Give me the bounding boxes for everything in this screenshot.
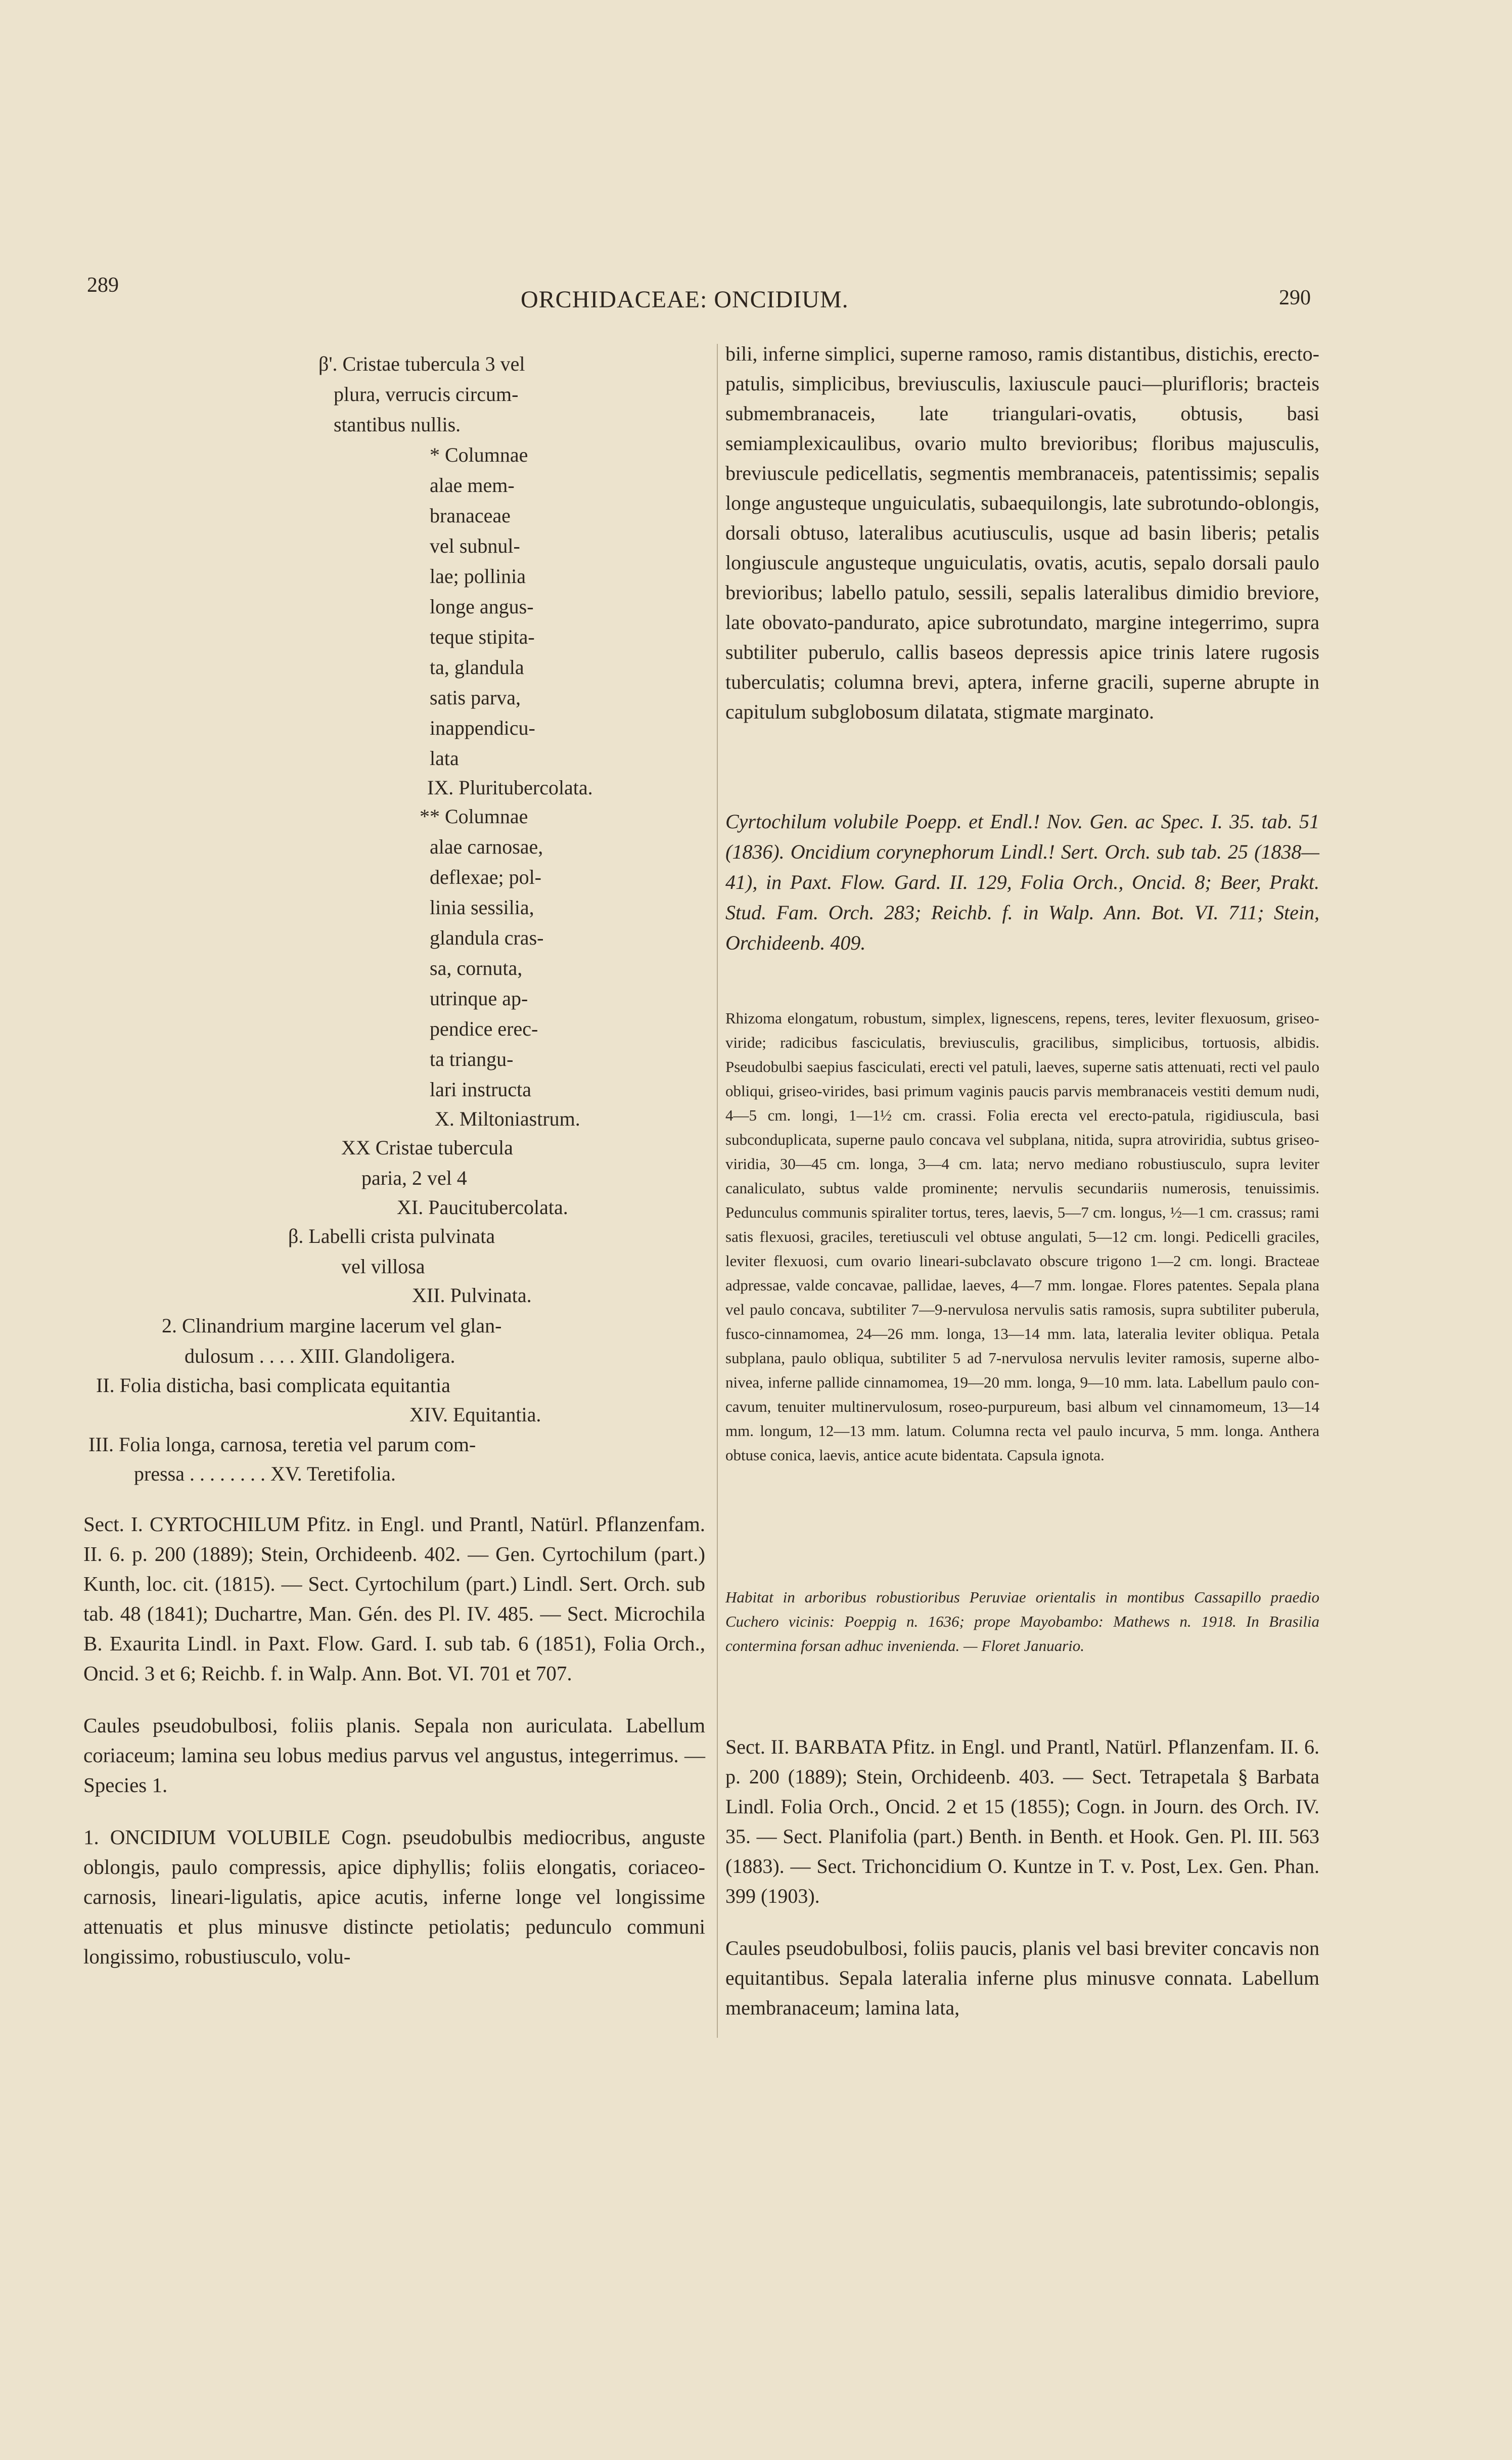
key-line: III. Folia longa, carnosa, teretia vel parum com-: [88, 1433, 476, 1456]
key-line: XII. Pulvinata.: [412, 1284, 532, 1307]
key-line: β. Labelli crista pulvinata: [288, 1225, 495, 1247]
species-description-continued: bili, inferne simplici, superne ramoso, ramis distantibus, distichis, erecto-patulis, simplicibus, breviusculis, laxiuscule pauci—plurifloris; bracteis submembranaceis, late triangulari-ovatis, obtusis, basi semiamplexicaulibus, ovario multo brevioribus; floribus majusculis, breviuscule pedicellatis, segmentis membranaceis, patentissimis; sepalis longe angusteque unguiculatis, subaequilongis, late subrotundo-oblongis, dorsali obtuso, lateralibus acutiusculis, usque ad basin liberis; petalis longiuscule angusteque unguiculatis, ovatis, acutis, sepalo dorsali paulo brevioribus; labello patulo, sessili, sepalis lateralibus dimidio breviore, late obovato-pandurato, apice subrotundato, margine integerrimo, supra subtiliter puberulo, callis baseos depressis apice trinis latere rugosis tuberculatis; columna brevi, aptera, inferne gracili, superne abrupte in capitulum subglobosum dilatata, stigmate marginato.: [725, 342, 1319, 723]
key-line: plura, verrucis circum-: [334, 383, 519, 406]
key-line: ** Columnae: [420, 805, 528, 828]
key-line: pendice erec-: [430, 1017, 538, 1040]
key-line: 2. Clinandrium margine lacerum vel glan-: [162, 1314, 502, 1337]
key-line: branaceae: [430, 504, 511, 527]
key-line: linia sessilia,: [430, 896, 534, 919]
key-line: inappendicu-: [430, 717, 535, 739]
key-line: ta triangu-: [430, 1048, 514, 1070]
key-line: longe angus-: [430, 595, 534, 618]
key-line: vel subnul-: [430, 534, 520, 557]
section-heading: Sect. II. BARBATA Pfitz. in Engl. und Prantl, Natürl. Pflanzenfam. II. 6. p. 200 (1889); Stein, Orchideenb. 403. — Sect. Tetrapetala § Barbata Lindl. Folia Orch., Oncid. 2 et 15 (1855); Cogn. in Journ. des Orch. IV. 35. — Sect. Planifolia (part.) Benth. in Benth. et Hook. Gen. Pl. III. 563 (1883). — Sect. Trichoncidium O. Kuntze in T. v. Post, Lex. Gen. Phan. 399 (1903).: [725, 1735, 1319, 1907]
section-description: Caules pseudobulbosi, foliis paucis, planis vel basi breviter concavis non equitantibus. Sepala lateralia inferne plus minusve connata. Labellum membranaceum; lamina lata,: [725, 1937, 1319, 2019]
detailed-description: Rhizoma elongatum, robustum, simplex, lignescens, repens, teres, leviter flexuosum, griseo-viride; radicibus fasciculatis, breviusculis, gracilibus, simplicibus, tortuosis, albidis. Pseudobulbi saepius fasciculati, erecti vel patuli, laeves, superne satis attenuati, recti vel paulo obliqui, griseo-virides, basi primum vaginis paucis parvis membranaceis vestiti demum nudi, 4—5 cm. longi, 1—1½ cm. crassi. Folia erecta vel erecto-patula, rigidiuscula, basi subconduplicata, superne paulo concava vel subplana, nitida, supra atroviridia, subtus griseo-viridia, 30—45 cm. longa, 3—4 cm. lata; nervo mediano robustiusculo, supra leviter canaliculato, subtus valde prominente; nervulis secundariis numerosis, tenuissimis. Pedunculus communis spiraliter tortus, teres, laevis, 5—7 cm. longus, ½—1 cm. crassus; rami satis flexuosi, graciles, teretiusculi vel obtuse angulati, 5—12 cm. longi. Pedicelli graciles, leviter flexuosi, cum ovario lineari-subclavato obscure trigono 1—2 cm. longi. Bracteae adpressae, valde concavae, pallidae, laeves, 4—7 mm. longae. Flores patentes. Sepala plana vel paulo concava, subtiliter 7—9-nervulosa nervulis satis ramosis, supra subtiliter puberula, fusco-cinnamomea, 24—26 mm. longa, 13—14 mm. lata, lateralia leviter obliqua. Petala subplana, paulo obliqua, subtiliter 5 ad 7-nervulosa nervulis leviter ramosis, superne albo-nivea, inferne pallide cinnamomea, 19—20 mm. longa, 9—10 mm. lata. Labellum paulo concavum, tenuiter multinervulosum, roseo-purpureum, basi album vel cinnamomeum, 13—14 mm. longum, 12—13 mm. latum. Columna recta vel paulo incurva, 5 mm. longa. Anthera obtuse conica, laevis, antice acute bidentata. Capsula ignota.: [725, 1009, 1319, 1464]
key-line: lari instructa: [430, 1078, 532, 1101]
key-line: II. Folia disticha, basi complicata equitantia: [96, 1374, 450, 1397]
key-line: XX Cristae tubercula: [341, 1136, 513, 1159]
key-line: XI. Paucitubercolata.: [397, 1196, 568, 1219]
key-line: satis parva,: [430, 686, 521, 709]
key-line: ta, glandula: [430, 656, 524, 679]
key-line: pressa . . . . . . . . XV. Teretifolia.: [134, 1462, 396, 1485]
key-line: vel villosa: [341, 1255, 425, 1278]
key-line: paria, 2 vel 4: [361, 1167, 467, 1189]
key-line: alae mem-: [430, 474, 515, 497]
section-barbata: [725, 1732, 1319, 2023]
right-page-number: 290: [1279, 286, 1311, 309]
section-description: Caules pseudobulbosi, foliis planis. Sepala non auriculata. Labellum coriaceum; lamina seu lobus medius parvus vel angustus, integerrimus. — Species 1.: [83, 1714, 705, 1797]
key-line: stantibus nullis.: [334, 413, 461, 436]
key-line: teque stipita-: [430, 625, 535, 648]
left-page-number: 289: [87, 274, 119, 297]
running-title: ORCHIDACEAE: ONCIDIUM.: [521, 286, 849, 313]
key-line: dulosum . . . . XIII. Glandoligera.: [185, 1345, 455, 1367]
column-divider: [717, 344, 718, 2038]
key-line: * Columnae: [430, 443, 528, 466]
key-line: alae carnosae,: [430, 835, 543, 858]
section-heading: Sect. I. CYRTOCHILUM Pfitz. in Engl. und Prantl, Natürl. Pflanzenfam. II. 6. p. 200 (1889); Stein, Orchideenb. 402. — Gen. Cyrtochilum (part.) Kunth, loc. cit. (1815). — Sect. Cyrtochilum (part.) Lindl. Sert. Orch. sub tab. 48 (1841); Duchartre, Man. Gén. des Pl. IV. 485. — Sect. Microchila B. Exaurita Lindl. in Paxt. Flow. Gard. I. sub tab. 6 (1851), Folia Orch., Oncid. 3 et 6; Reichb. f. in Walp. Ann. Bot. VI. 701 et 707.: [83, 1512, 705, 1685]
key-line: sa, cornuta,: [430, 957, 523, 979]
key-line: β'. Cristae tubercula 3 vel: [318, 352, 525, 375]
synonymy: Cyrtochilum volubile Poepp. et Endl.! Nov. Gen. ac Spec. I. 35. tab. 51 (1836). Oncidium corynephorum Lindl.! Sert. Orch. sub tab. 25 (1838—41), in Paxt. Flow. Gard. II. 129, Folia Orch., Oncid. 8; Beer, Prakt. Stud. Fam. Orch. 283; Reichb. f. in Walp. Ann. Bot. VI. 711; Stein, Orchideenb. 409.: [725, 810, 1319, 954]
key-line: IX. Pluritubercolata.: [427, 776, 593, 799]
key-line: lae; pollinia: [430, 565, 526, 588]
key-line: deflexae; pol-: [430, 866, 541, 888]
section-cyrtochilum: [83, 1509, 705, 1972]
species-description: 1. ONCIDIUM VOLUBILE Cogn. pseudobulbis mediocribus, anguste oblongis, paulo compressis, apice diphyllis; foliis elongatis, coriaceo-carnosis, lineari-ligulatis, apice acutis, inferne longe vel longissime attenuatis et plus minusve distincte petiolatis; pedunculo communi longissimo, robustiusculo, volu-: [83, 1825, 705, 1968]
key-line: X. Miltoniastrum.: [435, 1107, 580, 1130]
key-line: XIV. Equitantia.: [409, 1403, 541, 1426]
key-line: lata: [430, 747, 459, 770]
key-line: glandula cras-: [430, 926, 544, 949]
habitat-note: Habitat in arboribus robustioribus Peruviae orientalis in montibus Cassapillo praedio Cuchero vicinis: Poeppig n. 1636; prope Mayobambo: Mathews n. 1918. In Brasilia contermina forsan adhuc invenienda. — Floret Januario.: [725, 1588, 1319, 1654]
key-line: utrinque ap-: [430, 987, 528, 1010]
